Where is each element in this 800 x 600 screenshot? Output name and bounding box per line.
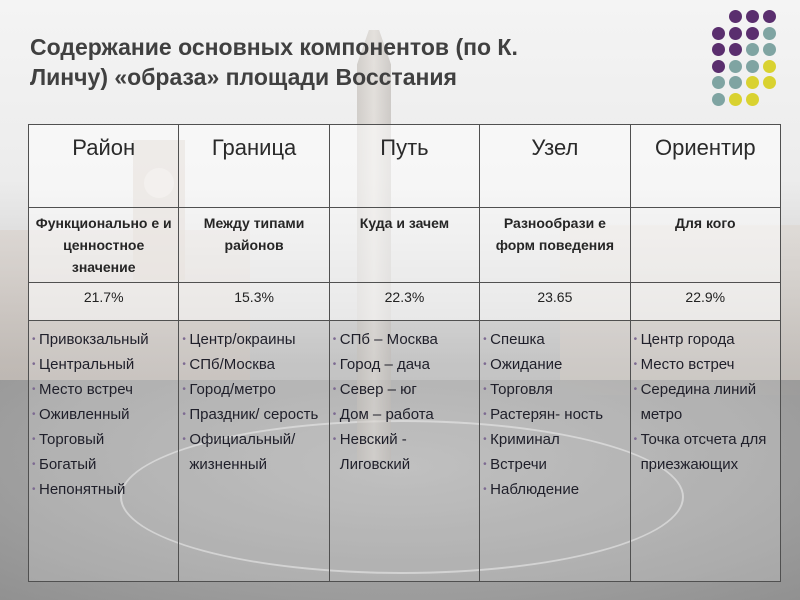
list-item: • Привокзальный xyxy=(33,327,172,352)
list-item: • Праздник/ серость xyxy=(183,402,322,427)
list-item: • Официальный/ жизненный xyxy=(183,427,322,477)
decorative-dot xyxy=(746,27,759,40)
list-item: • Оживленный xyxy=(33,402,172,427)
list-item: • Невский - Лиговский xyxy=(334,427,473,477)
decorative-dot xyxy=(746,10,759,23)
decorative-dot xyxy=(746,76,759,89)
decorative-dot xyxy=(712,93,725,106)
percentage-cell: 22.3% xyxy=(329,283,479,321)
items-cell xyxy=(179,321,329,582)
percentage-cell: 23.65 xyxy=(480,283,630,321)
list-item: • Растерян- ность xyxy=(484,402,623,427)
decorative-dot xyxy=(729,27,742,40)
percentage-row xyxy=(29,283,781,321)
decorative-dot xyxy=(763,60,776,73)
list-item: • Центр/окраины xyxy=(183,327,322,352)
description-cell: Для кого xyxy=(630,208,780,283)
list-item: • Криминал xyxy=(484,427,623,452)
description-cell: Между типами районов xyxy=(179,208,329,283)
list-item: • Город – дача xyxy=(334,352,473,377)
items-row xyxy=(29,321,781,582)
decorative-dot xyxy=(712,60,725,73)
decorative-dot xyxy=(763,27,776,40)
title-line-1: Содержание основных компонентов (по К. xyxy=(30,34,518,60)
item-list xyxy=(635,327,774,477)
decorative-dot xyxy=(763,43,776,56)
decorative-dot xyxy=(729,10,742,23)
percentage-cell: 22.9% xyxy=(630,283,780,321)
list-item: • Торговый xyxy=(33,427,172,452)
list-item: • СПб – Москва xyxy=(334,327,473,352)
list-item: • Наблюдение xyxy=(484,477,623,502)
decorative-dot xyxy=(729,93,742,106)
item-list xyxy=(33,327,172,502)
list-item: • СПб/Москва xyxy=(183,352,322,377)
decorative-dot xyxy=(729,76,742,89)
header-cell-path: Путь xyxy=(329,125,479,208)
description-cell: Разнообрази е форм поведения xyxy=(480,208,630,283)
decorative-dot xyxy=(712,76,725,89)
description-cell: Куда и зачем xyxy=(329,208,479,283)
list-item: • Север – юг xyxy=(334,377,473,402)
header-cell-node: Узел xyxy=(480,125,630,208)
list-item: • Спешка xyxy=(484,327,623,352)
list-item: • Дом – работа xyxy=(334,402,473,427)
decorative-dot xyxy=(729,60,742,73)
header-row xyxy=(29,125,781,208)
list-item: • Непонятный xyxy=(33,477,172,502)
list-item: • Город/метро xyxy=(183,377,322,402)
item-list xyxy=(484,327,623,502)
decorative-dot xyxy=(763,76,776,89)
decorative-dot xyxy=(763,10,776,23)
list-item: • Богатый xyxy=(33,452,172,477)
item-list xyxy=(334,327,473,477)
decorative-dot xyxy=(746,93,759,106)
description-row xyxy=(29,208,781,283)
percentage-cell: 21.7% xyxy=(29,283,179,321)
item-list xyxy=(183,327,322,477)
description-cell: Функционально е и ценностное значение xyxy=(29,208,179,283)
items-cell xyxy=(480,321,630,582)
items-cell xyxy=(630,321,780,582)
decorative-dot xyxy=(746,43,759,56)
header-cell-border: Граница xyxy=(179,125,329,208)
list-item: • Середина линий метро xyxy=(635,377,774,427)
title-line-2: Линчу) «образа» площади Восстания xyxy=(30,64,457,90)
decorative-dots xyxy=(712,10,800,110)
list-item: • Точка отсчета для приезжающих xyxy=(635,427,774,477)
list-item: • Центральный xyxy=(33,352,172,377)
components-table xyxy=(28,124,781,582)
list-item: • Встречи xyxy=(484,452,623,477)
header-cell-district: Район xyxy=(29,125,179,208)
percentage-cell: 15.3% xyxy=(179,283,329,321)
slide-title xyxy=(30,32,690,92)
decorative-dot xyxy=(712,27,725,40)
list-item: • Место встреч xyxy=(33,377,172,402)
items-cell xyxy=(329,321,479,582)
list-item: • Центр города xyxy=(635,327,774,352)
decorative-dot xyxy=(712,43,725,56)
list-item: • Место встреч xyxy=(635,352,774,377)
list-item: • Ожидание xyxy=(484,352,623,377)
header-cell-landmark: Ориентир xyxy=(630,125,780,208)
items-cell xyxy=(29,321,179,582)
list-item: • Торговля xyxy=(484,377,623,402)
decorative-dot xyxy=(729,43,742,56)
decorative-dot xyxy=(746,60,759,73)
